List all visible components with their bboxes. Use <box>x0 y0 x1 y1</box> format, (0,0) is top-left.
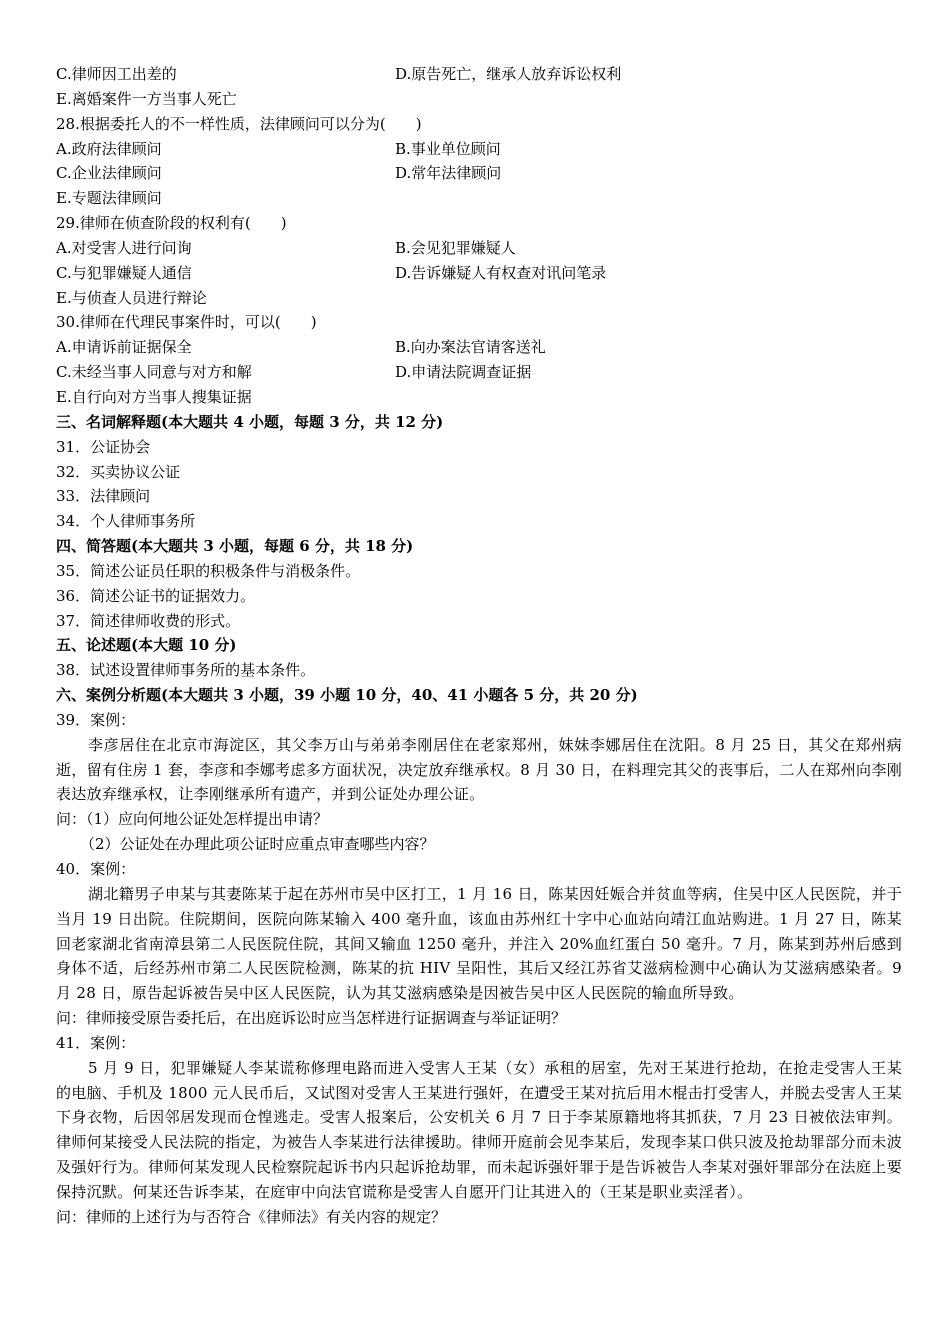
q39-question-1: 问：（1）应向何地公证处怎样提出申请？ <box>56 810 329 829</box>
q30-options-row-ab <box>56 335 902 360</box>
q40-label: 40．案例： <box>56 860 136 878</box>
q27-option-d: D.原告死亡，继承人放弃诉讼权利 <box>395 65 622 83</box>
section-6-title: 六、案例分析题(本大题共 3 小题，39 小题 10 分，40、41 小题各 5 分，共 20 分) <box>56 686 638 705</box>
q41-label: 41．案例： <box>56 1033 136 1052</box>
q39-case-text: 李彦居住在北京市海淀区，其父李万山与弟弟李刚居住在老家郑州，妹妹李娜居住在沈阳。8 月 25 日，其父在郑州病逝，留有住房 1 套，李彦和李娜考虑多方面状况，决定放弃继承权。8 月 30 日，在料理完其父的丧事后，二人在郑州向李刚表达放弃继承权，让李刚继承所有遗产，并到公证处办理公证。 <box>56 735 902 804</box>
q30-stem: 30.律师在代理民事案件时，可以( ) <box>56 313 317 332</box>
q28-option-b: B.事业单位顾问 <box>395 139 501 158</box>
q29-options-row-cd <box>56 261 902 286</box>
q28-options-row-cd <box>56 161 902 186</box>
q29-option-c: C.与犯罪嫌疑人通信 <box>56 263 192 282</box>
q28-options-row-ab <box>56 137 902 162</box>
q29-option-d: D.告诉嫌疑人有权查对讯问笔录 <box>395 263 607 282</box>
q39-question-2: （2）公证处在办理此项公证时应重点审查哪些内容？ <box>80 835 435 854</box>
question-33: 33．法律顾问 <box>56 487 151 506</box>
section-3-title: 三、名词解释题(本大题共 4 小题，每题 3 分，共 12 分) <box>56 412 444 431</box>
q30-option-b: B.向办案法官请客送礼 <box>395 338 546 357</box>
q30-option-c: C.未经当事人同意与对方和解 <box>56 363 252 382</box>
q30-option-a: A.申请诉前证据保全 <box>56 338 192 357</box>
q39-label: 39．案例： <box>56 710 136 729</box>
q29-option-e: E.与侦查人员进行辩论 <box>56 288 207 307</box>
q30-option-d: D.申请法院调查证据 <box>395 363 532 382</box>
q28-option-c: C.企业法律顾问 <box>56 164 162 183</box>
q41-case-text: 5 月 9 日，犯罪嫌疑人李某谎称修理电路而进入受害人王某（女）承租的居室，先对王某进行抢劫，在抢走受害人王某的电脑、手机及 1800 元人民币后，又试图对受害人王某进行强奸，在遭受王某对抗后用木棍击打受害人，并脱去受害人王某下身衣物，后因邻居发现而仓惶逃走。受害人报案后，公安机关 6 月 7 日于李某原籍地将其抓获，7 月 23 日被依法审判。律师何某接受人民法院的指定，为被告人李某进行法律援助。律师开庭前会见李某后，发现李某口供只波及抢劫罪部分而未波及强奸行为。律师何某发现人民检察院起诉书内只起诉抢劫罪，而未起诉强奸罪于是告诉被告人李某对强奸罪部分在法庭上要保持沉默。何某还告诉李某，在庭审中向法官谎称是受害人自愿开门让其进入的（王某是职业卖淫者）。 <box>56 1058 902 1201</box>
q28-option-d: D.常年法律顾问 <box>395 164 502 183</box>
question-35: 35．简述公证员任职的积极条件与消极条件。 <box>56 561 361 580</box>
question-32: 32．买卖协议公证 <box>56 462 181 481</box>
question-31: 31．公证协会 <box>56 437 151 456</box>
section-5-title: 五、论述题(本大题 10 分) <box>56 636 237 655</box>
q28-stem: 28.根据委托人的不一样性质，法律顾问可以分为( ) <box>56 114 422 133</box>
exam-page <box>56 62 902 1230</box>
q29-option-a: A.对受害人进行问询 <box>56 238 192 257</box>
q40-case-text: 湖北籍男子申某与其妻陈某于起在苏州市吴中区打工，1 月 16 日，陈某因妊娠合并贫血等病，住吴中区人民医院，并于当月 19 日出院。住院期间，医院向陈某输入 400 毫升血，该血由苏州红十字中心血站向靖江血站购进。1 月 27 日，陈某回老家湖北省南漳县第二人民医院住院，其间又输血 1250 毫升，并注入 20%血红蛋白 50 毫升。7 月，陈某到苏州后感到身体不适，后经苏州市第二人民医院检测，陈某的抗 HIV 呈阳性，其后又经江苏省艾滋病检测中心确认为艾滋病感染者。9 月 28 日，原告起诉被告吴中区人民医院，认为其艾滋病感染是因被告吴中区人民医院的输血所导致。 <box>56 884 902 1003</box>
question-38: 38．试述设置律师事务所的基本条件。 <box>56 661 316 680</box>
section-4-title: 四、简答题(本大题共 3 小题，每题 6 分，共 18 分) <box>56 537 414 556</box>
q30-option-e: E.自行向对方当事人搜集证据 <box>56 387 252 406</box>
question-37: 37．简述律师收费的形式。 <box>56 611 241 630</box>
q27-option-c: C.律师因工出差的 <box>56 65 177 83</box>
question-36: 36．简述公证书的证据效力。 <box>56 586 256 605</box>
q29-stem: 29.律师在侦查阶段的权利有( ) <box>56 214 287 233</box>
q30-options-row-cd <box>56 360 902 385</box>
q27-options-row-cd <box>56 62 902 87</box>
q29-options-row-ab <box>56 236 902 261</box>
question-34: 34．个人律师事务所 <box>56 512 196 531</box>
q29-option-b: B.会见犯罪嫌疑人 <box>395 238 516 257</box>
q28-option-a: A.政府法律顾问 <box>56 139 162 158</box>
q41-question: 问：律师的上述行为与否符合《律师法》有关内容的规定？ <box>56 1207 447 1226</box>
q40-question: 问：律师接受原告委托后，在出庭诉讼时应当怎样进行证据调查与举证证明？ <box>56 1009 567 1028</box>
q27-option-e: E.离婚案件一方当事人死亡 <box>56 89 237 108</box>
q28-option-e: E.专题法律顾问 <box>56 189 162 208</box>
